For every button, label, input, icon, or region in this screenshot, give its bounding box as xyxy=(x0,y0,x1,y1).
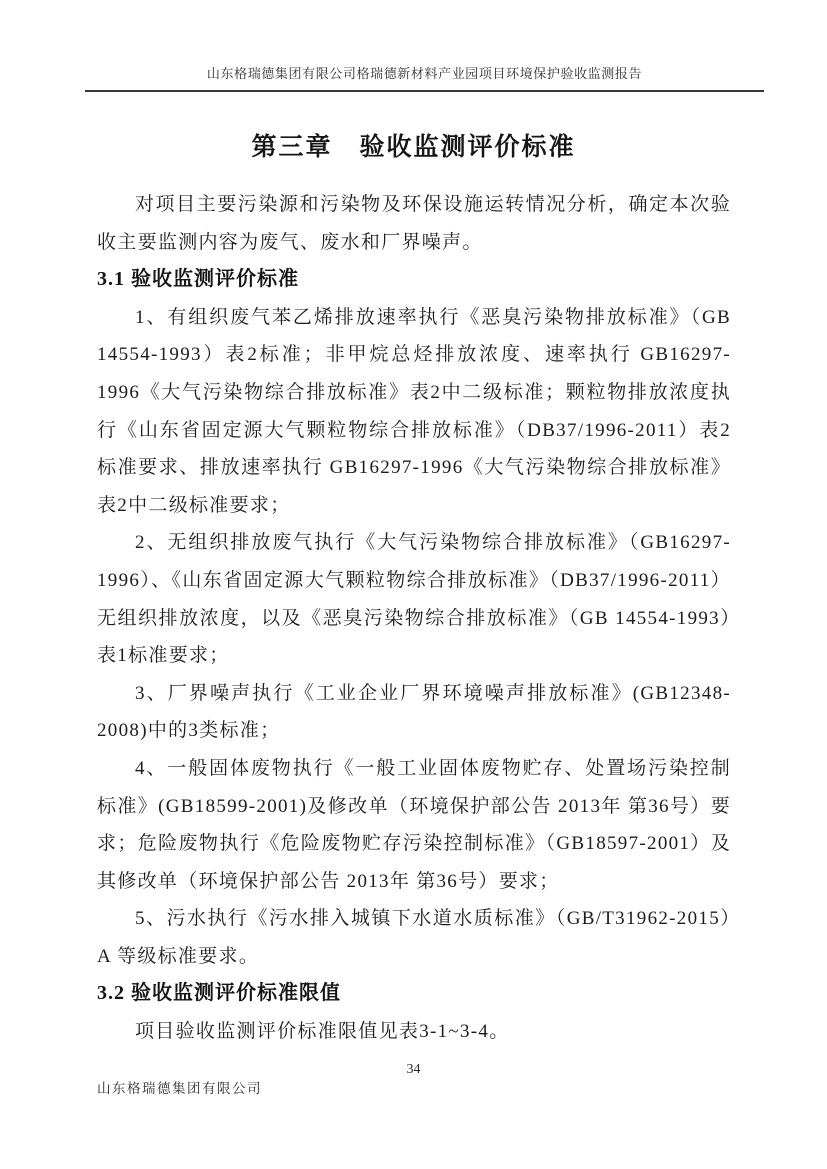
page-number: 34 xyxy=(406,1062,421,1077)
section-3-1-heading: 3.1 验收监测评价标准 xyxy=(97,268,299,291)
section-3-2-heading: 3.2 验收监测评价标准限值 xyxy=(97,982,341,1005)
standard-item-2: 2、无组织排放废气执行《大气污染物综合排放标准》（GB16297-1996）、《山东省固定源大气颗粒物综合排放标准》（DB37/1996-2011）无组织排放浓度，以及《恶臭污染物综合排放标准》（GB 14554-1993）表1标准要求； xyxy=(97,532,731,667)
footer-company: 山东格瑞德集团有限公司 xyxy=(97,1081,262,1096)
standard-item-4: 4、一般固体废物执行《一般工业固体废物贮存、处置场污染控制标准》(GB18599-2001)及修改单（环境保护部公告 2013年 第36号）要求；危险废物执行《危险废物贮存污染控制标准》（GB18597-2001）及其修改单（环境保护部公告 2013年 第36号）要求； xyxy=(97,757,731,892)
chapter-title: 第三章 验收监测评价标准 xyxy=(251,134,576,161)
document-body xyxy=(97,186,731,1051)
intro-paragraph: 对项目主要污染源和污染物及环保设施运转情况分析，确定本次验收主要监测内容为废气、废水和厂界噪声。 xyxy=(97,194,731,253)
standard-item-1: 1、有组织废气苯乙烯排放速率执行《恶臭污染物排放标准》（GB 14554-1993）表2标准；非甲烷总烃排放浓度、速率执行 GB16297-1996《大气污染物综合排放标准》表2中二级标准；颗粒物排放浓度执行《山东省固定源大气颗粒物综合排放标准》（DB37/1996-2011）表2标准要求、排放速率执行 GB16297-1996《大气污染物综合排放标准》表2中二级标准要求； xyxy=(97,306,731,516)
standard-item-5: 5、污水执行《污水排入城镇下水道水质标准》（GB/T31962-2015）A 等级标准要求。 xyxy=(97,908,731,967)
running-head-title: 山东格瑞德集团有限公司格瑞德新材料产业园项目环境保护验收监测报告 xyxy=(206,66,643,81)
page-header xyxy=(85,63,764,92)
section-3-2-paragraph: 项目验收监测评价标准限值见表3-1~3-4。 xyxy=(135,1021,510,1043)
standard-item-3: 3、厂界噪声执行《工业企业厂界环境噪声排放标准》(GB12348-2008)中的3类标准； xyxy=(97,682,731,742)
